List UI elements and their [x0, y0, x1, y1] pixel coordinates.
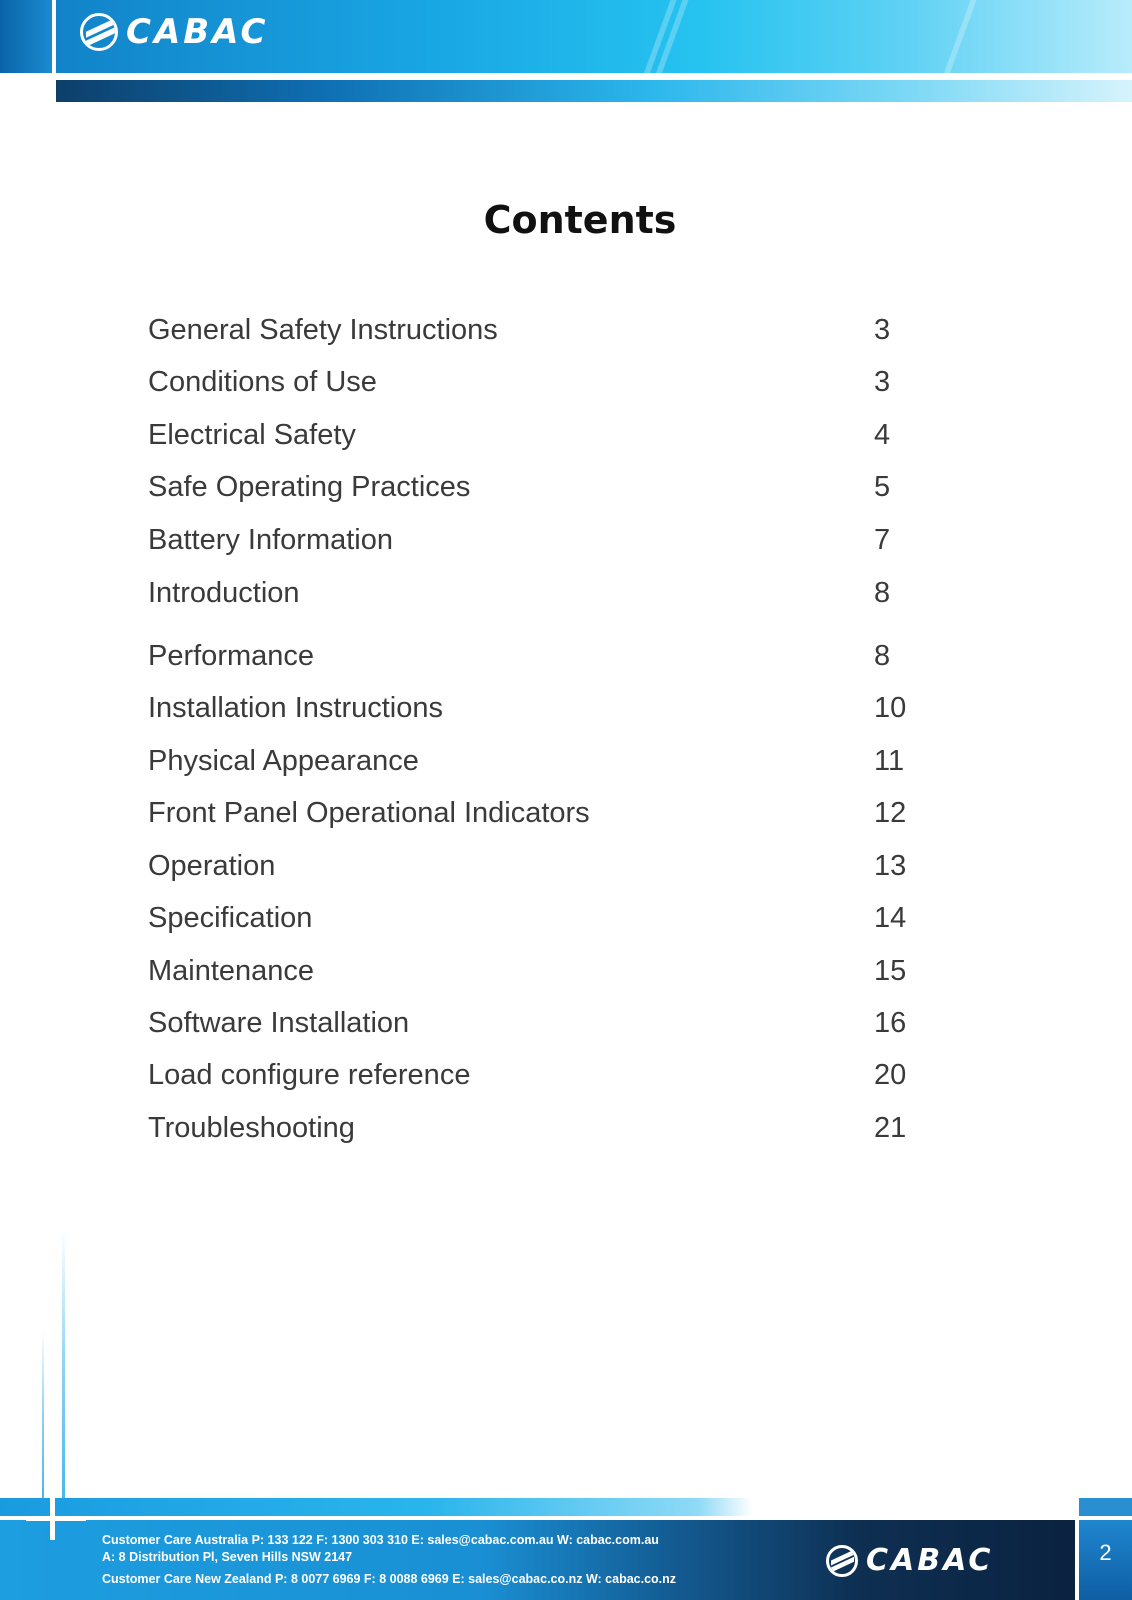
cabac-logo-icon — [80, 13, 118, 51]
footer-cross-decor — [50, 1490, 55, 1540]
toc-entry — [148, 640, 908, 680]
toc-entry-title: Software Installation — [148, 1007, 410, 1039]
toc-entry-title: Troubleshooting — [148, 1112, 355, 1144]
toc-entry-title: Electrical Safety — [148, 419, 356, 451]
toc-entry — [148, 1059, 908, 1099]
toc-entry — [148, 955, 908, 995]
footer-address: A: 8 Distribution Pl, Seven Hills NSW 2147 — [102, 1550, 353, 1564]
toc-entry — [148, 471, 908, 511]
footer-page-box-top — [1079, 1498, 1132, 1516]
toc-entry-page: 16 — [874, 1007, 907, 1039]
toc-entry-title: General Safety Instructions — [148, 314, 498, 346]
toc-entry-page: 13 — [874, 850, 907, 882]
toc-entry — [148, 366, 908, 406]
toc-entry-title: Physical Appearance — [148, 745, 419, 777]
toc-entry-page: 12 — [874, 797, 907, 829]
toc-entry-title: Safe Operating Practices — [148, 471, 471, 503]
toc-entry-title: Operation — [148, 850, 276, 882]
toc-entry-page: 10 — [874, 692, 907, 724]
header-strip — [56, 80, 1132, 102]
toc-entry-page: 14 — [874, 902, 907, 934]
page-title: Contents — [483, 198, 677, 242]
toc-entry — [148, 745, 908, 785]
toc-entry — [148, 1007, 908, 1047]
toc-entry-title: Specification — [148, 902, 313, 934]
header-left-block — [0, 0, 52, 73]
toc-entry-title: Battery Information — [148, 524, 393, 556]
footer-cross-decor — [26, 1516, 86, 1521]
toc-entry-title: Introduction — [148, 577, 300, 609]
footer-strip — [0, 1498, 1075, 1516]
toc-entry-title: Conditions of Use — [148, 366, 377, 398]
logo-text: CABAC — [866, 1543, 994, 1578]
toc-entry — [148, 314, 908, 354]
page-number: 2 — [1099, 1540, 1112, 1565]
toc-entry — [148, 1112, 908, 1152]
toc-entry-page: 8 — [874, 577, 891, 609]
logo-text: CABAC — [126, 12, 269, 52]
cabac-logo-icon — [826, 1545, 858, 1577]
toc-entry-page: 8 — [874, 640, 891, 672]
toc-entry-page: 20 — [874, 1059, 907, 1091]
toc-entry — [148, 524, 908, 564]
header-streak — [938, 0, 980, 73]
toc-entry-title: Front Panel Operational Indicators — [148, 797, 590, 829]
toc-entry — [148, 797, 908, 837]
toc-entry — [148, 902, 908, 942]
cabac-logo-footer — [826, 1543, 993, 1578]
toc-entry-page: 15 — [874, 955, 907, 987]
toc-entry — [148, 692, 908, 732]
cabac-logo-header — [80, 12, 268, 52]
toc-entry-page: 7 — [874, 524, 891, 556]
toc-entry-page: 3 — [874, 314, 891, 346]
toc-entry-page: 21 — [874, 1112, 907, 1144]
toc-entry-page: 4 — [874, 419, 891, 451]
toc-entry-title: Installation Instructions — [148, 692, 443, 724]
toc-entry-title: Load configure reference — [148, 1059, 471, 1091]
toc-entry-page: 5 — [874, 471, 891, 503]
toc-entry — [148, 419, 908, 459]
toc-entry — [148, 850, 908, 890]
toc-entry-page: 11 — [874, 745, 905, 777]
footer-contact-new-zealand: Customer Care New Zealand P: 8 0077 6969 F: 8 0088 6969 E: sales@cabac.co.nz W: cabac.co.nz — [102, 1572, 677, 1586]
toc-entry — [148, 577, 908, 617]
toc-entry-title: Performance — [148, 640, 315, 672]
toc-entry-page: 3 — [874, 366, 891, 398]
footer-contact-australia: Customer Care Australia P: 133 122 F: 1300 303 310 E: sales@cabac.com.au W: cabac.com.au — [102, 1533, 659, 1547]
toc-entry-title: Maintenance — [148, 955, 315, 987]
